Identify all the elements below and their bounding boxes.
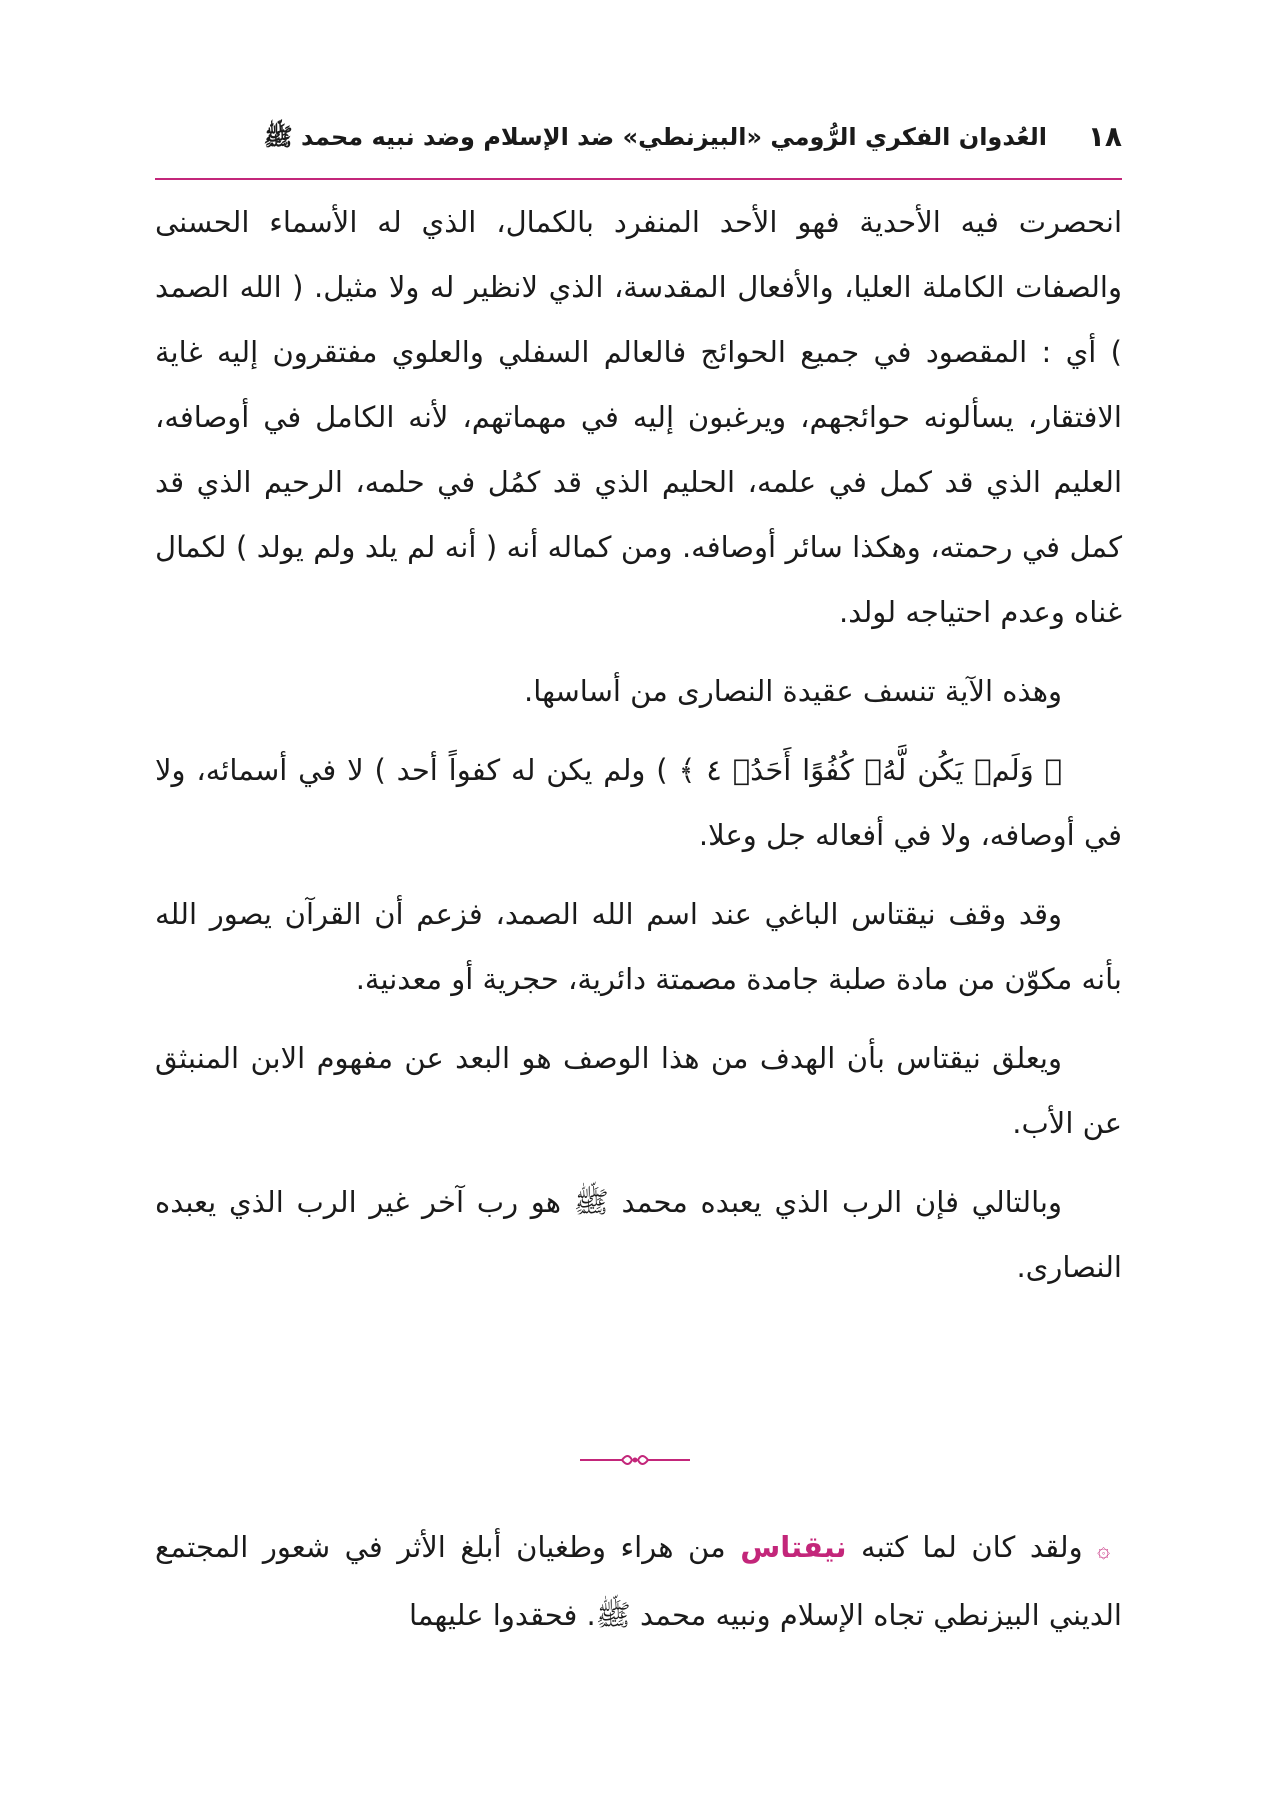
header-divider [155,178,1122,180]
paragraph-3: ﴿ وَلَمۡ يَكُن لَّهُۥ كُفُوًا أَحَدُۢ ٤ ﴾ ) ولم يكن له كفواً أحد ) لا في أسمائه، ولا في أوصافه، ولا في أفعاله جل وعلا. [155,753,1122,852]
main-text [155,190,1122,1314]
paragraph-1: انحصرت فيه الأحدية فهو الأحد المنفرد بالكمال، الذي له الأسماء الحسنى والصفات الكاملة العليا، والأفعال المقدسة، الذي لانظير له ولا مثيل. ( الله الصمد ) أي : المقصود في جميع الحوائج فالعالم السفلي والعلوي مفتقرون إليه غاية الافتقار، يسألونه حوائجهم، ويرغبون إليه في مهماتهم، لأنه الكامل في أوصافه، العليم الذي قد كمل في علمه، الحليم الذي قد كمُل في حلمه، الرحيم الذي قد كمل في رحمته، وهكذا سائر أوصافه. ومن كماله أنه ( أنه لم يلد ولم يولد ) لكمال غناه وعدم احتياجه لولد. [155,205,1122,629]
bullet-flower-icon: ۞ [1097,1538,1110,1563]
highlighted-name: نيقتاس [740,1530,847,1564]
paragraph-2: وهذه الآية تنسف عقيدة النصارى من أساسها. [524,674,1062,708]
page-header [155,112,1122,172]
section-ornament-icon [580,1450,690,1470]
paragraph-5: ويعلق نيقتاس بأن الهدف من هذا الوصف هو البعد عن مفهوم الابن المنبثق عن الأب. [155,1041,1122,1140]
closing-text [155,1515,1122,1648]
closing-paragraph [155,1515,1122,1648]
closing-text-part-1: ولقد كان لما كتبه [846,1530,1083,1564]
paragraph-4: وقد وقف نيقتاس الباغي عند اسم الله الصمد، فزعم أن القرآن يصور الله بأنه مكوّن من مادة صلبة جامدة مصمتة دائرية، حجرية أو معدنية. [155,897,1122,996]
paragraph-6: وبالتالي فإن الرب الذي يعبده محمد ﷺ هو رب آخر غير الرب الذي يعبده النصارى. [155,1185,1122,1284]
running-title: العُدوان الفكري الرُّومي «البيزنطي» ضد الإسلام وضد نبيه محمد ﷺ [263,123,1047,151]
page-number: ١٨ [1087,120,1122,153]
closing-text-part-2: من هراء وطغيان أبلغ الأثر في شعور المجتمع الديني البيزنطي تجاه الإسلام ونبيه محمد ﷺ. فحقدوا عليهما [155,1530,1122,1632]
